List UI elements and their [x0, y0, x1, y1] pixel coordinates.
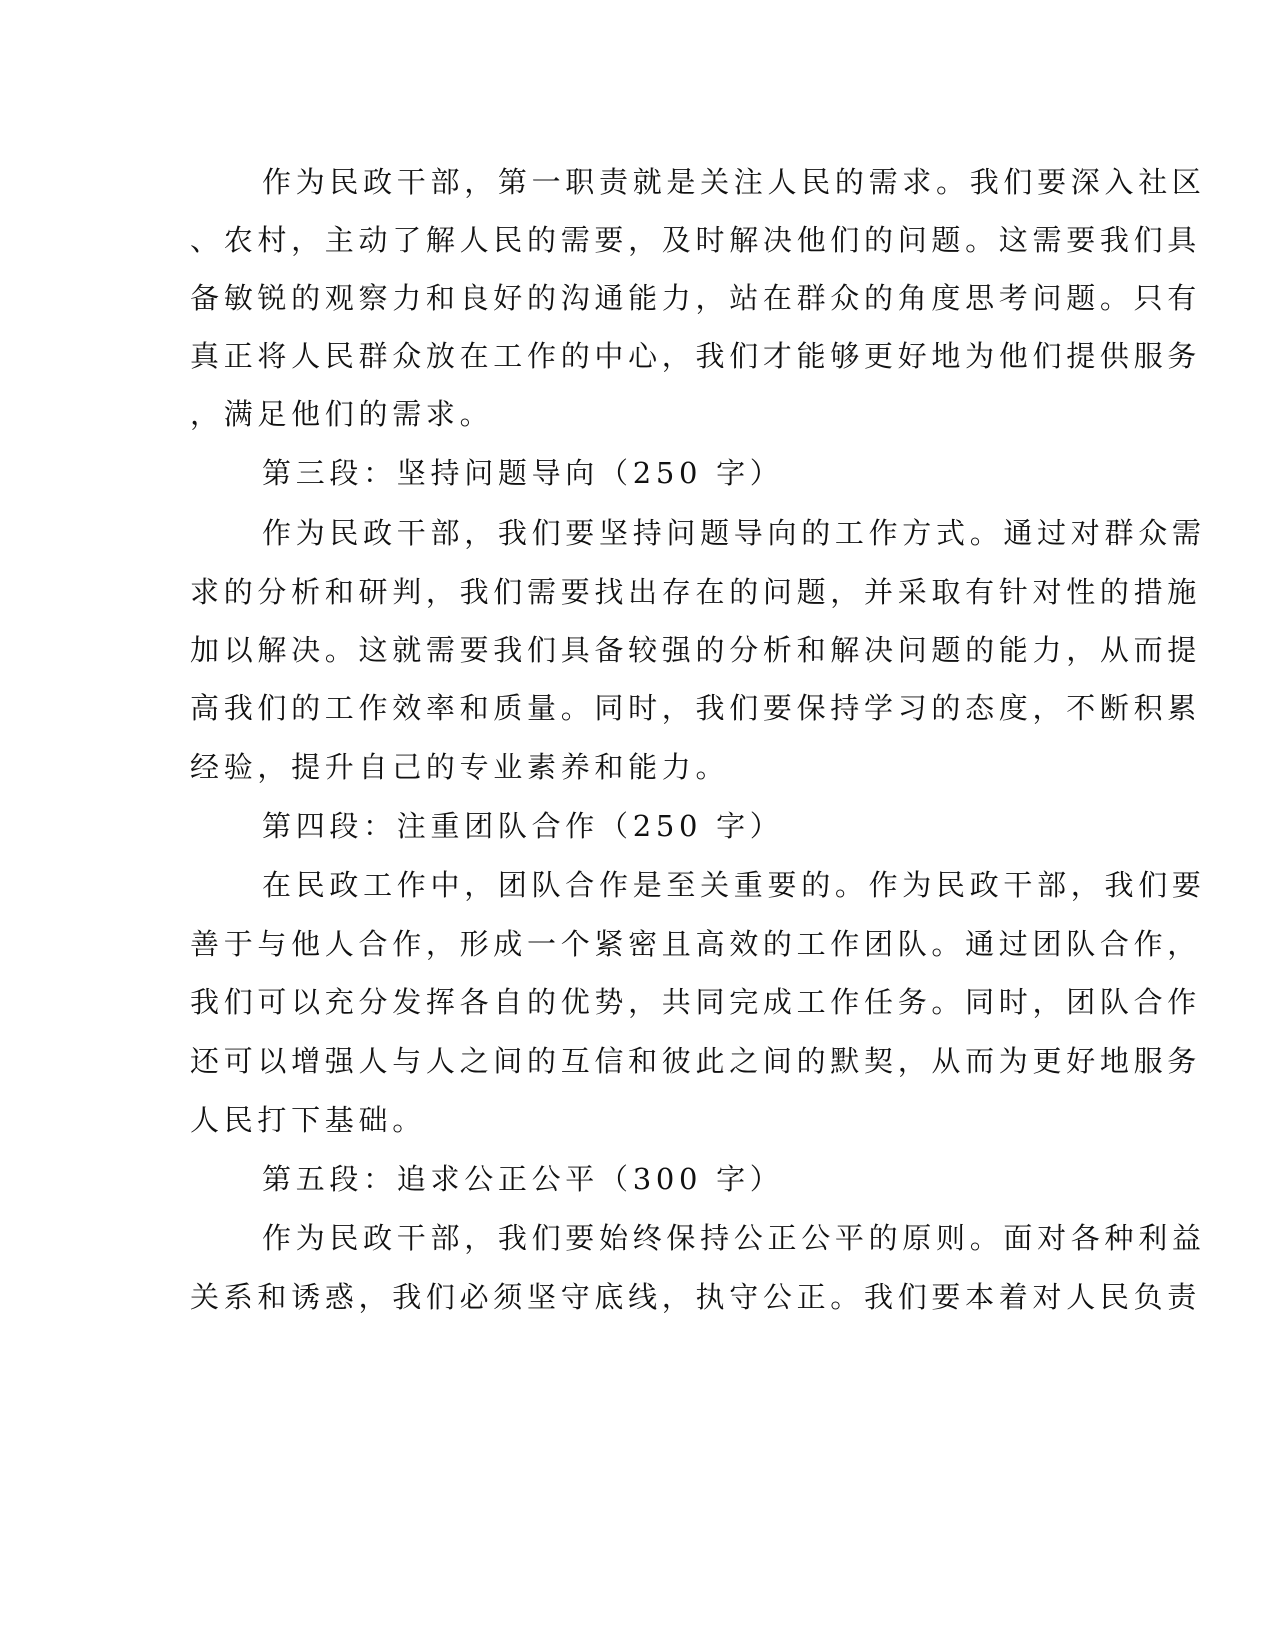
paragraph-line: 我们可以充分发挥各自的优势，共同完成工作任务。同时，团队合作	[190, 985, 1202, 1019]
paragraph-line: 作为民政干部，我们要坚持问题导向的工作方式。通过对群众需	[262, 516, 1206, 550]
paragraph-line: 备敏锐的观察力和良好的沟通能力，站在群众的角度思考问题。只有	[190, 281, 1202, 315]
paragraph-line: 人民打下基础。	[190, 1103, 426, 1137]
paragraph-line: 经验，提升自己的专业素养和能力。	[190, 750, 730, 784]
section-heading: 第三段：坚持问题导向（250 字）	[262, 456, 784, 490]
paragraph-line: 高我们的工作效率和质量。同时，我们要保持学习的态度，不断积累	[190, 691, 1202, 725]
paragraph-line: 在民政工作中，团队合作是至关重要的。作为民政干部，我们要	[262, 868, 1206, 902]
paragraph-line: 真正将人民群众放在工作的中心，我们才能够更好地为他们提供服务	[190, 339, 1202, 373]
paragraph-line: 求的分析和研判，我们需要找出存在的问题，并采取有针对性的措施	[190, 575, 1202, 609]
paragraph-line: 作为民政干部，第一职责就是关注人民的需求。我们要深入社区	[262, 165, 1206, 199]
section-heading: 第四段：注重团队合作（250 字）	[262, 809, 784, 843]
section-heading: 第五段：追求公正公平（300 字）	[262, 1162, 784, 1196]
paragraph-line: 加以解决。这就需要我们具备较强的分析和解决问题的能力，从而提	[190, 633, 1202, 667]
paragraph-line: ，满足他们的需求。	[190, 397, 494, 431]
paragraph-line: 作为民政干部，我们要始终保持公正公平的原则。面对各种利益	[262, 1221, 1206, 1255]
paragraph-line: 还可以增强人与人之间的互信和彼此之间的默契，从而为更好地服务	[190, 1044, 1202, 1078]
paragraph-line: 善于与他人合作，形成一个紧密且高效的工作团队。通过团队合作，	[190, 927, 1202, 961]
paragraph-line: 关系和诱惑，我们必须坚守底线，执守公正。我们要本着对人民负责	[190, 1280, 1202, 1314]
paragraph-line: 、农村，主动了解人民的需要，及时解决他们的问题。这需要我们具	[190, 223, 1202, 257]
